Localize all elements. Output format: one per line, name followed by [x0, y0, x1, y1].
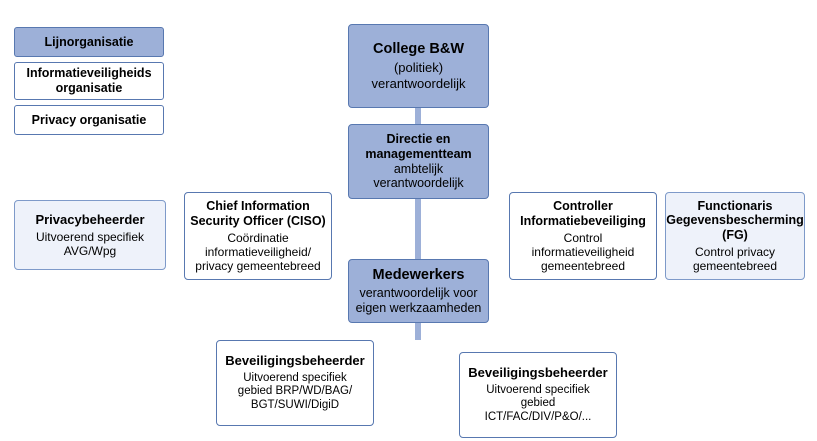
node-controller-line1: Control: [563, 230, 603, 245]
legend-item-lijnorganisatie: [14, 27, 164, 57]
node-ciso-title-line2: Security Officer (CISO): [190, 213, 326, 228]
node-directie-line1: ambtelijk: [393, 161, 444, 176]
node-controller-line2: informatieveiligheid: [531, 244, 635, 259]
node-fg-title-line3: (FG): [722, 228, 748, 243]
node-controller-title-line1: Controller: [553, 199, 613, 214]
node-privacybeheerder-line2: AVG/Wpg: [63, 243, 117, 258]
node-college-bw-line1: (politiek): [393, 60, 444, 76]
node-medewerkers-line2: eigen werkzaamheden: [355, 300, 482, 315]
node-medewerkers: [348, 259, 489, 323]
node-beveiligingsbeheerder-brp-line2: gebied BRP/WD/BAG/: [237, 385, 353, 398]
connector-college-to-directie: [415, 107, 421, 125]
legend-label-informatieveiligheids-line1: Informatieveiligheids: [26, 66, 152, 81]
node-directie-title-line1: Directie en: [386, 132, 451, 146]
node-beveiligingsbeheerder-ict-line1: Uitvoerend specifiek: [486, 383, 590, 396]
node-medewerkers-title: Medewerkers: [372, 266, 465, 283]
node-medewerkers-line1: verantwoordelijk voor: [359, 285, 478, 300]
node-beveiligingsbeheerder-brp: [216, 340, 374, 426]
node-beveiligingsbeheerder-ict-line3: ICT/FAC/DIV/P&O/...: [484, 410, 592, 423]
node-college-bw: [348, 24, 489, 108]
node-directie-title-line2: managementteam: [365, 146, 472, 161]
connector-medewerkers-to-beveiligingsbeheerders: [415, 322, 421, 340]
node-controller-title-line2: Informatiebeveiliging: [520, 213, 646, 228]
node-directie-line2: verantwoordelijk: [373, 176, 464, 191]
node-fg-line2: gemeentebreed: [692, 259, 778, 274]
node-fg-title-line2: Gegevensbescherming: [666, 213, 804, 228]
node-beveiligingsbeheerder-ict-line2: gebied: [520, 397, 556, 410]
legend-label-informatieveiligheids-line2: organisatie: [55, 81, 123, 95]
connector-directie-to-medewerkers: [415, 198, 421, 260]
node-beveiligingsbeheerder-brp-line1: Uitvoerend specifiek: [243, 371, 347, 384]
node-privacybeheerder: [14, 200, 166, 270]
node-fg-line1: Control privacy: [694, 244, 776, 259]
node-ciso-title-line1: Chief Information: [206, 199, 310, 214]
legend-label-privacy-organisatie: Privacy organisatie: [31, 112, 147, 127]
node-controller-line3: gemeentebreed: [540, 258, 626, 273]
node-directie-managementteam: [348, 124, 489, 199]
node-ciso-line1: Coördinatie: [227, 230, 289, 245]
legend-label-lijnorganisatie: Lijnorganisatie: [44, 34, 134, 49]
node-beveiligingsbeheerder-ict: [459, 352, 617, 438]
node-college-bw-title: College B&W: [372, 41, 465, 58]
node-beveiligingsbeheerder-brp-line3: BGT/SUWI/DigiD: [250, 398, 340, 411]
node-privacybeheerder-title: Privacybeheerder: [35, 212, 145, 228]
node-ciso: [184, 192, 332, 280]
legend-item-privacy-organisatie: [14, 105, 164, 135]
node-beveiligingsbeheerder-brp-title: Beveiligingsbeheerder: [225, 353, 365, 369]
node-college-bw-line2: verantwoordelijk: [371, 75, 466, 91]
node-privacybeheerder-line1: Uitvoerend specifiek: [35, 229, 145, 244]
node-ciso-line2: informatieveiligheid/: [204, 244, 312, 259]
node-functionaris-gegevensbescherming: [665, 192, 805, 280]
node-ciso-line3: privacy gemeentebreed: [195, 258, 321, 273]
node-controller-informatiebeveiliging: [509, 192, 657, 280]
node-fg-title-line1: Functionaris: [697, 198, 773, 213]
node-beveiligingsbeheerder-ict-title: Beveiligingsbeheerder: [468, 365, 608, 381]
legend-item-informatieveiligheids-organisatie: [14, 62, 164, 100]
